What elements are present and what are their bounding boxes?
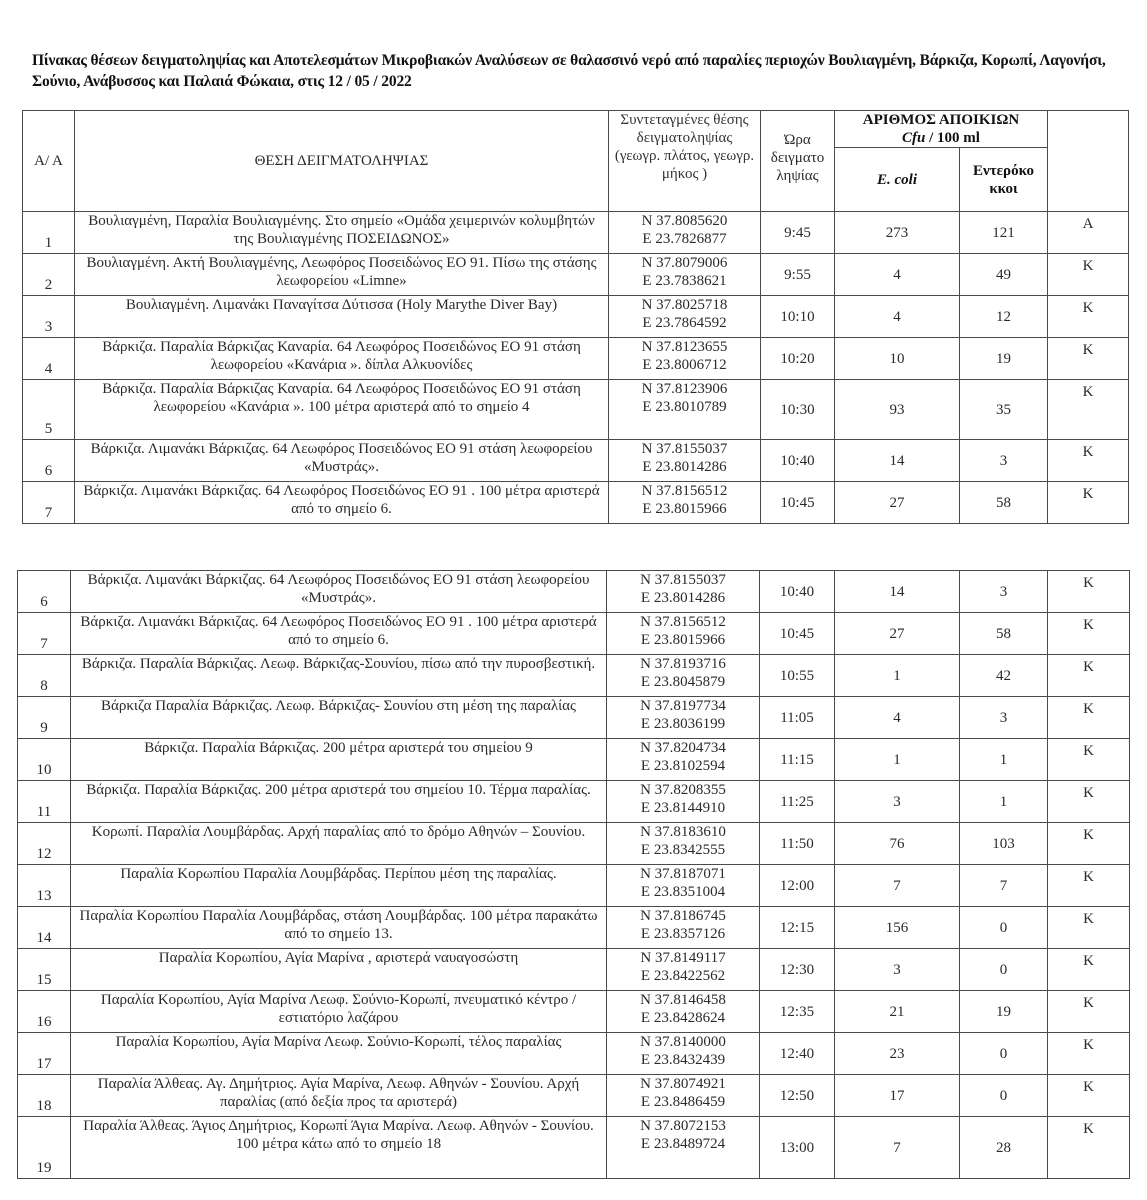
cell-coordinates (607, 1075, 760, 1117)
cell-coordinates (609, 440, 761, 482)
cell-ecoli: 7 (835, 865, 960, 907)
table-row (18, 697, 1130, 739)
cell-coordinates (607, 1117, 760, 1179)
cell-entero: 35 (960, 380, 1048, 440)
cell-aa: 8 (18, 655, 71, 697)
cell-quality: K (1048, 571, 1130, 613)
table-row (18, 571, 1130, 613)
cell-entero: 3 (960, 440, 1048, 482)
cell-entero: 42 (960, 655, 1048, 697)
cell-aa: 2 (23, 254, 75, 296)
header-entero: Εντερόκο κκοι (960, 148, 1048, 212)
cell-ecoli: 1 (835, 739, 960, 781)
longitude: E 23.8045879 (640, 674, 726, 690)
cell-quality: K (1048, 697, 1130, 739)
cell-quality: K (1048, 296, 1129, 338)
cell-coordinates (607, 655, 760, 697)
latitude: N 37.8074921 (640, 1076, 726, 1092)
cell-quality: K (1048, 949, 1130, 991)
cell-aa: 3 (23, 296, 75, 338)
cell-quality: K (1048, 1075, 1130, 1117)
header-time: Ώρα δειγματο ληψίας (761, 111, 835, 212)
cell-ecoli: 4 (835, 697, 960, 739)
cell-coordinates (609, 338, 761, 380)
cell-aa: 19 (18, 1117, 71, 1179)
header-colonies (835, 111, 1048, 148)
cell-entero: 0 (960, 1033, 1048, 1075)
cell-location: Βουλιαγμένη. Λιμανάκι Παναγίτσα Δύτισσα (Holy Marythe Diver Bay) (75, 296, 609, 338)
longitude: E 23.8014286 (642, 459, 727, 475)
cell-entero: 0 (960, 949, 1048, 991)
cell-entero: 0 (960, 1075, 1048, 1117)
table-row (18, 823, 1130, 865)
latitude: N 37.8123655 (641, 339, 728, 355)
latitude: N 37.8025718 (641, 297, 728, 313)
results-table-page2 (17, 570, 1130, 1179)
cell-time: 11:50 (760, 823, 835, 865)
table-row (18, 949, 1130, 991)
cell-ecoli: 23 (835, 1033, 960, 1075)
cell-ecoli: 10 (835, 338, 960, 380)
cell-location: Βάρκιζα. Λιμανάκι Βάρκιζας. 64 Λεωφόρος Ποσειδώνος ΕΟ 91 στάση λεωφορείου «Μυστράς». (71, 571, 607, 613)
cell-entero: 7 (960, 865, 1048, 907)
cell-ecoli: 4 (835, 296, 960, 338)
cell-location: Βουλιαγμένη. Ακτή Βουλιαγμένης, Λεωφόρος Ποσειδώνος ΕΟ 91. Πίσω της στάσης λεωφορείου «Limne» (75, 254, 609, 296)
cell-entero: 19 (960, 991, 1048, 1033)
cell-time: 9:55 (761, 254, 835, 296)
cell-entero: 58 (960, 482, 1048, 524)
cell-ecoli: 14 (835, 571, 960, 613)
cell-aa: 18 (18, 1075, 71, 1117)
latitude: N 37.8123906 (641, 381, 728, 397)
cell-time: 12:30 (760, 949, 835, 991)
cell-time: 10:40 (760, 571, 835, 613)
table-row (18, 1117, 1130, 1179)
longitude: E 23.8014286 (640, 590, 726, 606)
cell-entero: 58 (960, 613, 1048, 655)
cell-quality: K (1048, 865, 1130, 907)
longitude: E 23.7838621 (642, 273, 727, 289)
cell-coordinates (609, 380, 761, 440)
latitude: N 37.8208355 (640, 782, 726, 798)
cell-entero: 1 (960, 781, 1048, 823)
latitude: N 37.8193716 (640, 656, 726, 672)
latitude: N 37.8146458 (640, 992, 726, 1008)
longitude: E 23.8015966 (640, 632, 726, 648)
cell-quality: A (1048, 212, 1129, 254)
cell-entero: 121 (960, 212, 1048, 254)
cell-location: Παραλία Άλθεας. Άγιος Δημήτριος, Κορωπί Άγια Μαρίνα. Λεωφ. Αθηνών - Σουνίου. 100 μέτρα κάτω από το σημείο 18 (71, 1117, 607, 1179)
cell-ecoli: 21 (835, 991, 960, 1033)
longitude: E 23.8357126 (640, 926, 726, 942)
cell-location: Βάρκιζα. Παραλία Βάρκιζας Καναρία. 64 Λεωφόρος Ποσειδώνος ΕΟ 91 στάση λεωφορείου «Κανάρια ». 100 μέτρα αριστερά από το σημείο 4 (75, 380, 609, 440)
cell-location: Κορωπί. Παραλία Λουμβάρδας. Αρχή παραλίας από το δρόμο Αθηνών – Σουνίου. (71, 823, 607, 865)
cell-coordinates (607, 1033, 760, 1075)
cell-aa: 6 (18, 571, 71, 613)
header-unit-rest: / 100 ml (925, 130, 980, 146)
cell-entero: 12 (960, 296, 1048, 338)
cell-aa: 10 (18, 739, 71, 781)
latitude: N 37.8085620 (641, 213, 728, 229)
cell-time: 12:40 (760, 1033, 835, 1075)
cell-aa: 4 (23, 338, 75, 380)
latitude: N 37.8187071 (640, 866, 726, 882)
cell-entero: 3 (960, 697, 1048, 739)
cell-coordinates (609, 482, 761, 524)
cell-aa: 1 (23, 212, 75, 254)
longitude: E 23.8010789 (642, 399, 727, 415)
longitude: E 23.8422562 (640, 968, 726, 984)
header-quality (1048, 111, 1129, 212)
cell-location: Βάρκιζα. Παραλία Βάρκιζας Καναρία. 64 Λεωφόρος Ποσειδώνος ΕΟ 91 στάση λεωφορείου «Κανάρια ». δίπλα Αλκυονίδες (75, 338, 609, 380)
cell-entero: 49 (960, 254, 1048, 296)
table-row (23, 296, 1129, 338)
cell-location: Παραλία Κορωπίου Παραλία Λουμβάρδας. Περίπου μέση της παραλίας. (71, 865, 607, 907)
cell-ecoli: 3 (835, 781, 960, 823)
cell-time: 10:20 (761, 338, 835, 380)
table-row (23, 254, 1129, 296)
cell-aa: 16 (18, 991, 71, 1033)
longitude: E 23.7826877 (642, 231, 727, 247)
cell-ecoli: 17 (835, 1075, 960, 1117)
latitude: N 37.8155037 (641, 441, 728, 457)
table-row (18, 739, 1130, 781)
cell-aa: 17 (18, 1033, 71, 1075)
cell-time: 10:45 (760, 613, 835, 655)
cell-aa: 14 (18, 907, 71, 949)
longitude: E 23.8428624 (640, 1010, 726, 1026)
cell-ecoli: 14 (835, 440, 960, 482)
cell-location: Παραλία Κορωπίου, Αγία Μαρίνα Λεωφ. Σούνιο-Κορωπί, τέλος παραλίας (71, 1033, 607, 1075)
longitude: E 23.8036199 (640, 716, 726, 732)
cell-time: 10:40 (761, 440, 835, 482)
longitude: E 23.8351004 (640, 884, 726, 900)
cell-time: 12:35 (760, 991, 835, 1033)
cell-location: Βουλιαγμένη, Παραλία Βουλιαγμένης. Στο σημείο «Ομάδα χειμερινών κολυμβητών της Βουλιαγμένης ΠΟΣΕΙΔΩΝΟΣ» (75, 212, 609, 254)
table-row (23, 338, 1129, 380)
cell-quality: K (1048, 1117, 1130, 1179)
document-title: Πίνακας θέσεων δειγματοληψίας και Αποτελεσμάτων Μικροβιακών Αναλύσεων σε θαλασσινό νερό από παραλίες περιοχών Βουλιαγμένη, Βάρκιζα, Κορωπί, Λαγονήσι, Σούνιο, Ανάβυσσος και Παλαιά Φώκαια, στις 12 / 05 / 2022 (32, 52, 1106, 90)
latitude: N 37.8183610 (640, 824, 726, 840)
table-row (18, 991, 1130, 1033)
cell-aa: 11 (18, 781, 71, 823)
cell-coordinates (607, 949, 760, 991)
cell-coordinates (607, 865, 760, 907)
latitude: N 37.8156512 (640, 614, 726, 630)
cell-ecoli: 27 (835, 613, 960, 655)
cell-quality: K (1048, 338, 1129, 380)
cell-coordinates (607, 613, 760, 655)
cell-location: Βάρκιζα. Παραλία Βάρκιζας. 200 μέτρα αριστερά του σημείου 9 (71, 739, 607, 781)
cell-aa: 13 (18, 865, 71, 907)
latitude: N 37.8197734 (640, 698, 726, 714)
cell-entero: 0 (960, 907, 1048, 949)
cell-aa: 7 (23, 482, 75, 524)
cell-time: 12:00 (760, 865, 835, 907)
cell-ecoli: 7 (835, 1117, 960, 1179)
cell-location: Βάρκιζα Παραλία Βάρκιζας. Λεωφ. Βάρκιζας- Σουνίου στη μέση της παραλίας (71, 697, 607, 739)
latitude: N 37.8156512 (641, 483, 728, 499)
cell-entero: 103 (960, 823, 1048, 865)
longitude: E 23.8342555 (640, 842, 726, 858)
cell-location: Βάρκιζα. Λιμανάκι Βάρκιζας. 64 Λεωφόρος Ποσειδώνος ΕΟ 91 στάση λεωφορείου «Μυστράς». (75, 440, 609, 482)
header-unit (839, 129, 1043, 147)
header-ecoli: E. coli (835, 148, 960, 212)
cell-coordinates (607, 907, 760, 949)
longitude: E 23.8486459 (640, 1094, 726, 1110)
table-row (18, 655, 1130, 697)
cell-time: 11:25 (760, 781, 835, 823)
cell-entero: 3 (960, 571, 1048, 613)
longitude: E 23.8432439 (640, 1052, 726, 1068)
cell-ecoli: 93 (835, 380, 960, 440)
latitude: N 37.8204734 (640, 740, 726, 756)
latitude: N 37.8149117 (640, 950, 726, 966)
longitude: E 23.8006712 (642, 357, 727, 373)
cell-time: 11:15 (760, 739, 835, 781)
cell-coordinates (607, 823, 760, 865)
results-table-page1 (22, 110, 1129, 524)
header-coordinates: Συντεταγμένες θέσης δειγματοληψίας (γεωγρ. πλάτος, γεωγρ. μήκος ) (609, 111, 761, 212)
cell-ecoli: 4 (835, 254, 960, 296)
cell-quality: K (1048, 823, 1130, 865)
header-unit-cfu: Cfu (902, 130, 926, 146)
cell-quality: K (1048, 254, 1129, 296)
cell-coordinates (607, 739, 760, 781)
table-row (23, 440, 1129, 482)
cell-location: Βάρκιζα. Λιμανάκι Βάρκιζας. 64 Λεωφόρος Ποσειδώνος ΕΟ 91 . 100 μέτρα αριστερά από το σημείο 6. (71, 613, 607, 655)
longitude: E 23.8489724 (640, 1136, 726, 1152)
cell-quality: K (1048, 613, 1130, 655)
cell-location: Παραλία Κορωπίου Παραλία Λουμβάρδας, στάση Λουμβάρδας. 100 μέτρα παρακάτω από το σημείο 13. (71, 907, 607, 949)
cell-time: 10:45 (761, 482, 835, 524)
longitude: E 23.7864592 (642, 315, 727, 331)
cell-entero: 28 (960, 1117, 1048, 1179)
cell-coordinates (607, 991, 760, 1033)
cell-time: 10:55 (760, 655, 835, 697)
cell-time: 13:00 (760, 1117, 835, 1179)
latitude: N 37.8140000 (640, 1034, 726, 1050)
cell-quality: K (1048, 380, 1129, 440)
header-colonies-label: ΑΡΙΘΜΟΣ ΑΠΟΙΚΙΩΝ (862, 112, 1020, 128)
cell-entero: 1 (960, 739, 1048, 781)
cell-aa: 6 (23, 440, 75, 482)
table-row (18, 865, 1130, 907)
latitude: N 37.8155037 (640, 572, 726, 588)
cell-ecoli: 273 (835, 212, 960, 254)
table-row (18, 907, 1130, 949)
cell-time: 10:30 (761, 380, 835, 440)
table-row (18, 1033, 1130, 1075)
cell-time: 11:05 (760, 697, 835, 739)
cell-coordinates (609, 212, 761, 254)
cell-coordinates (609, 296, 761, 338)
latitude: N 37.8186745 (640, 908, 726, 924)
cell-location: Παραλία Άλθεας. Αγ. Δημήτριος. Αγία Μαρίνα, Λεωφ. Αθηνών - Σουνίου. Αρχή παραλίας (από δεξία προς τα αριστερά) (71, 1075, 607, 1117)
cell-coordinates (607, 697, 760, 739)
cell-entero: 19 (960, 338, 1048, 380)
cell-aa: 9 (18, 697, 71, 739)
cell-quality: K (1048, 991, 1130, 1033)
longitude: E 23.8102594 (640, 758, 726, 774)
cell-quality: K (1048, 440, 1129, 482)
cell-time: 12:15 (760, 907, 835, 949)
latitude: N 37.8072153 (640, 1118, 726, 1134)
longitude: E 23.8144910 (640, 800, 726, 816)
cell-ecoli: 156 (835, 907, 960, 949)
latitude: N 37.8079006 (641, 255, 728, 271)
cell-time: 10:10 (761, 296, 835, 338)
cell-ecoli: 1 (835, 655, 960, 697)
table-row (23, 482, 1129, 524)
cell-location: Βάρκιζα. Λιμανάκι Βάρκιζας. 64 Λεωφόρος Ποσειδώνος ΕΟ 91 . 100 μέτρα αριστερά από το σημείο 6. (75, 482, 609, 524)
cell-quality: K (1048, 482, 1129, 524)
table-row (18, 781, 1130, 823)
cell-location: Βάρκιζα. Παραλία Βάρκιζας. Λεωφ. Βάρκιζας-Σουνίου, πίσω από την πυροσβεστική. (71, 655, 607, 697)
cell-aa: 15 (18, 949, 71, 991)
cell-ecoli: 27 (835, 482, 960, 524)
longitude: E 23.8015966 (642, 501, 727, 517)
cell-time: 9:45 (761, 212, 835, 254)
cell-quality: K (1048, 655, 1130, 697)
cell-quality: K (1048, 781, 1130, 823)
header-location: ΘΕΣΗ ΔΕΙΓΜΑΤΟΛΗΨΙΑΣ (75, 111, 609, 212)
cell-aa: 12 (18, 823, 71, 865)
cell-coordinates (607, 571, 760, 613)
table-row (23, 380, 1129, 440)
cell-aa: 7 (18, 613, 71, 655)
header-aa: Α/ Α (23, 111, 75, 212)
cell-coordinates (609, 254, 761, 296)
cell-time: 12:50 (760, 1075, 835, 1117)
table-row (18, 613, 1130, 655)
cell-coordinates (607, 781, 760, 823)
cell-location: Παραλία Κορωπίου, Αγία Μαρίνα , αριστερά ναυαγοσώστη (71, 949, 607, 991)
table-row (18, 1075, 1130, 1117)
cell-quality: K (1048, 739, 1130, 781)
cell-location: Βάρκιζα. Παραλία Βάρκιζας. 200 μέτρα αριστερά του σημείου 10. Τέρμα παραλίας. (71, 781, 607, 823)
cell-ecoli: 3 (835, 949, 960, 991)
cell-quality: K (1048, 907, 1130, 949)
table-row (23, 212, 1129, 254)
cell-ecoli: 76 (835, 823, 960, 865)
cell-aa: 5 (23, 380, 75, 440)
cell-location: Παραλία Κορωπίου, Αγία Μαρίνα Λεωφ. Σούνιο-Κορωπί, πνευματικό κέντρο / εστιατόριο λαζάρου (71, 991, 607, 1033)
cell-quality: K (1048, 1033, 1130, 1075)
